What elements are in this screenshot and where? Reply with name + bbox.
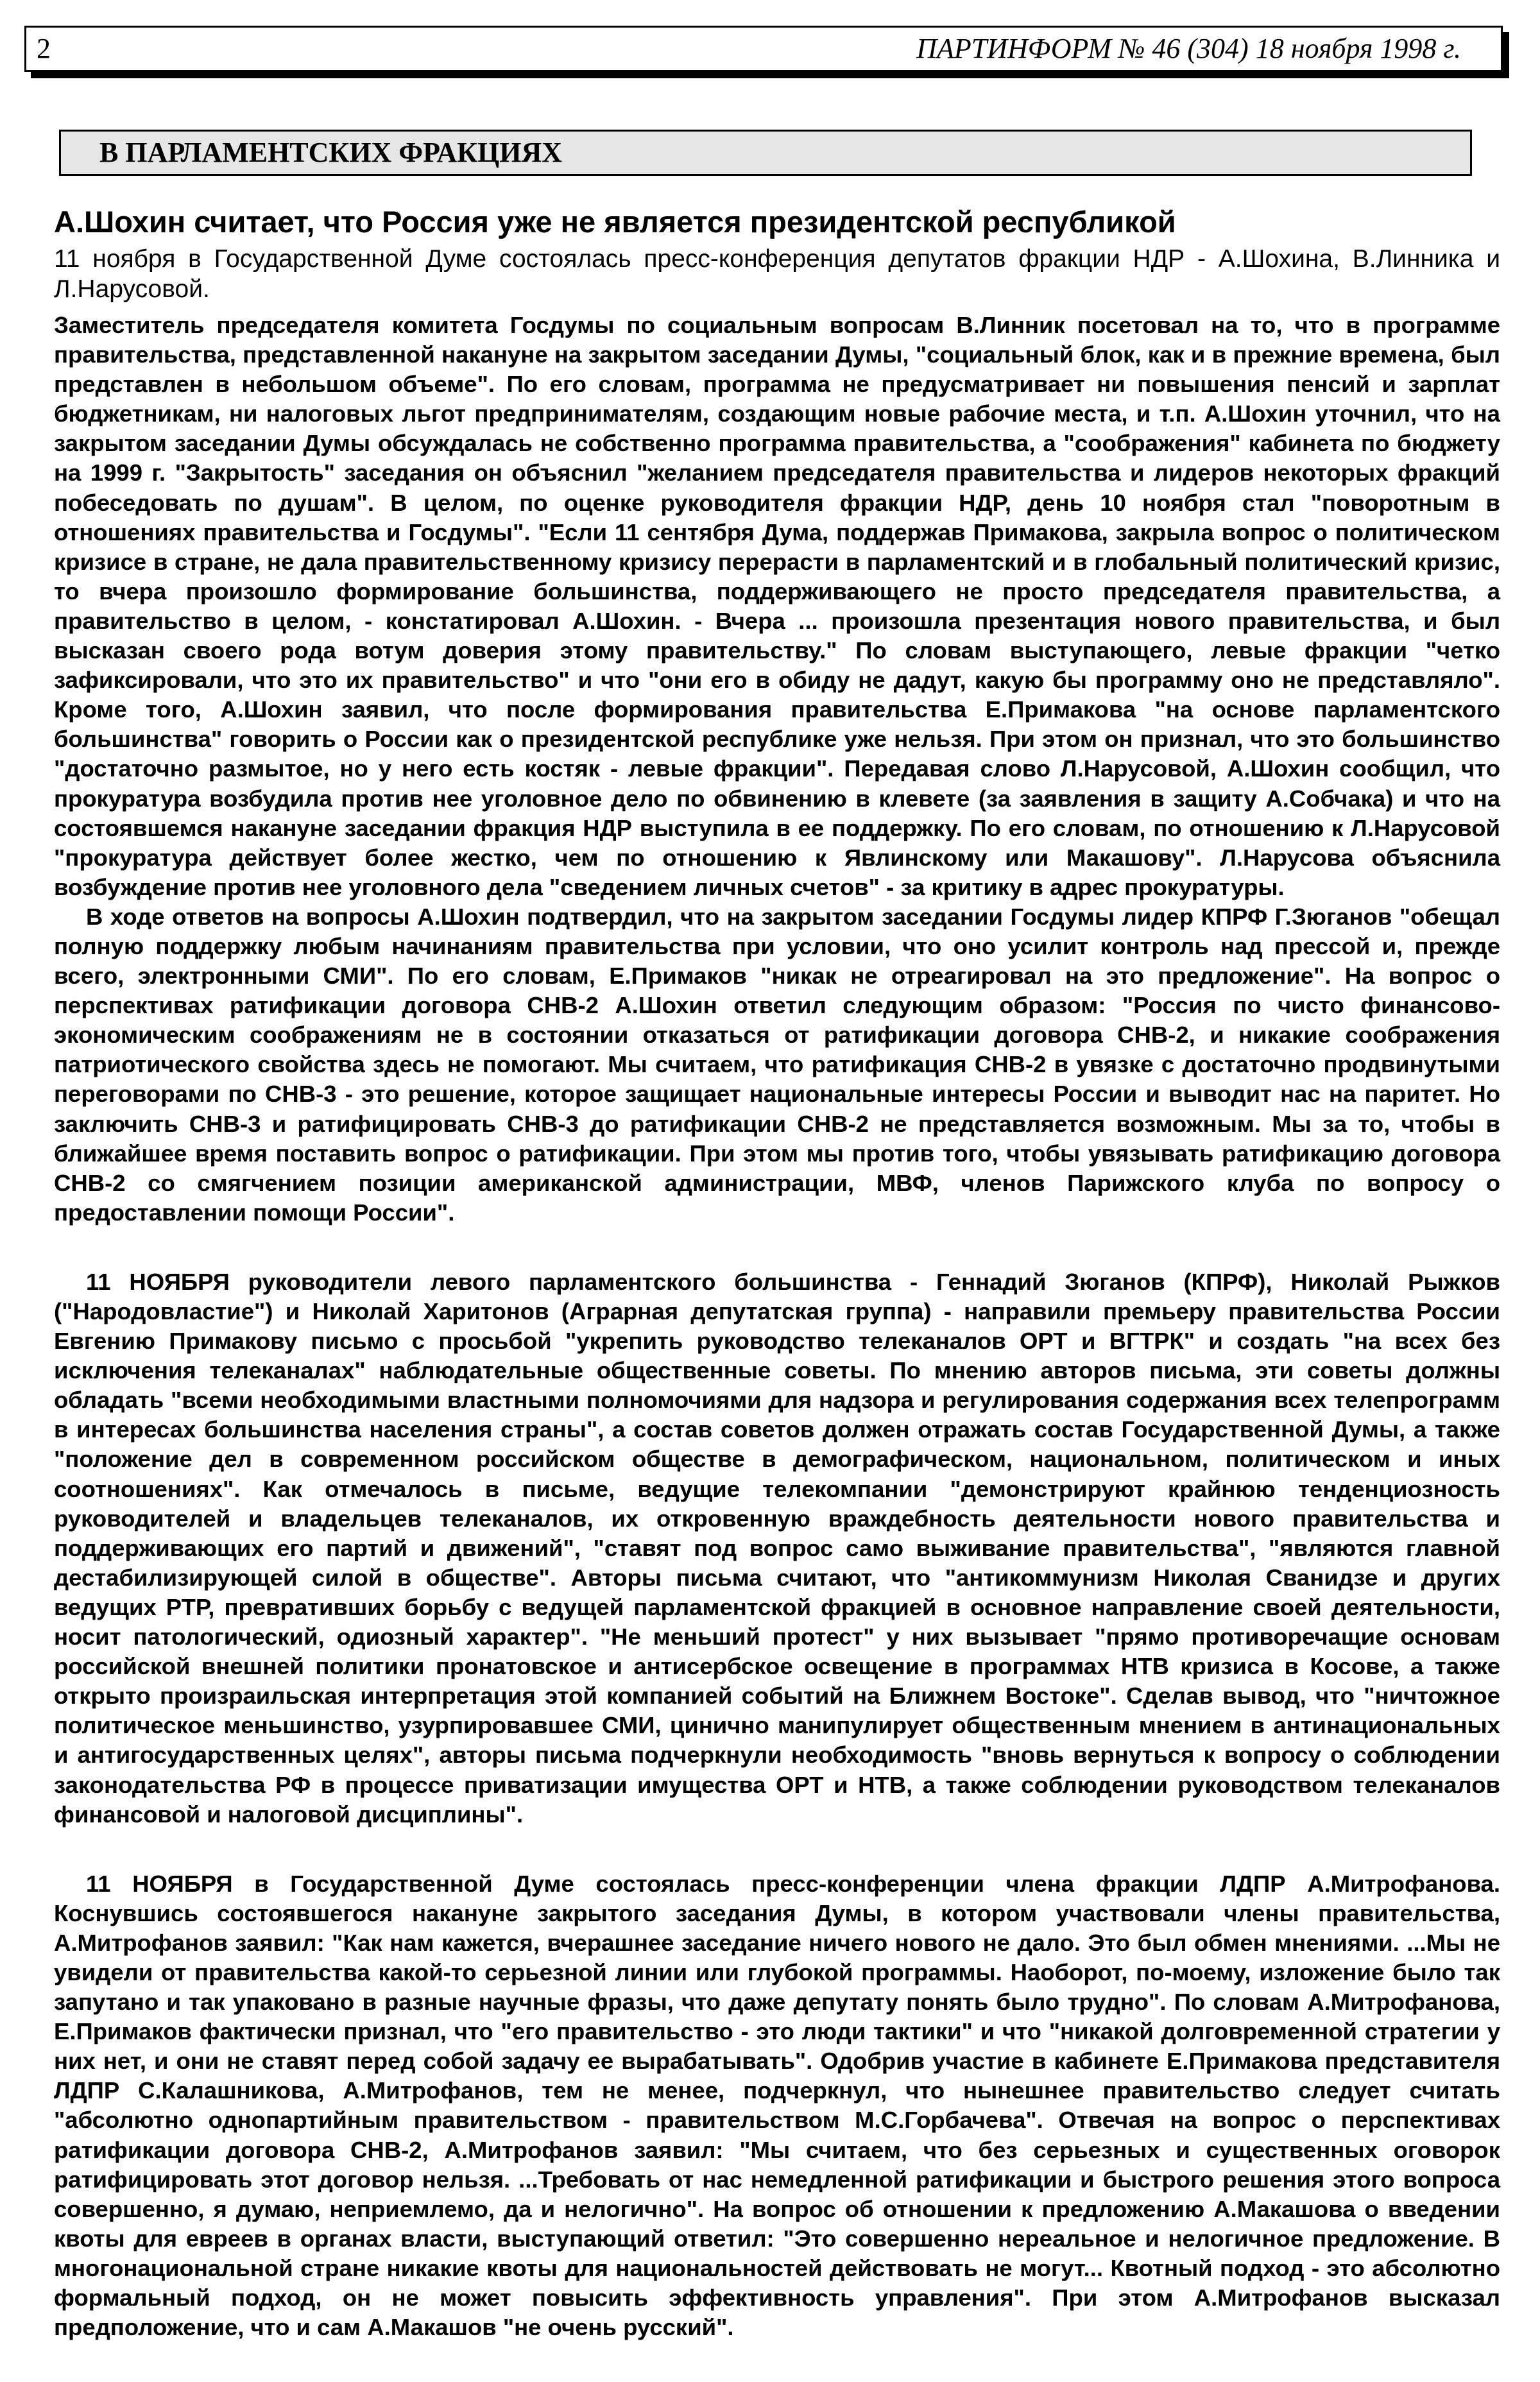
article-shokhin: [54, 203, 1500, 1228]
article-paragraph: Заместитель председателя комитета Госдумы по социальным вопросам В.Линник посетовал на то, что в программе правительства, представленной накануне на закрытом заседании Думы, "социальный блок, как и в прежние времена, был представлен в небольшом объеме". По его словам, программа не предусматривает ни повышения пенсий и зарплат бюджетникам, ни налоговых льгот предпринимателям, создающим новые рабочие места, и т.п. А.Шохин уточнил, что на закрытом заседании Думы обсуждалась не собственно программа правительства, а "соображения" кабинета по бюджету на 1999 г. "Закрытость" заседания он объяснил "желанием председателя правительства и лидеров некоторых фракций побеседовать по душам". В целом, по оценке руководителя фракции НДР, день 10 ноября стал "поворотным в отношениях правительства и Госдумы". "Если 11 сентября Дума, поддержав Примакова, закрыла вопрос о политическом кризисе в стране, не дала правительственному кризису перерасти в парламентский и в глобальный политический кризис, то вчера произошло формирование большинства, поддерживающего не просто председателя правительства, а правительство в целом, - констатировал А.Шохин. - Вчера ... произошла презентация нового правительства, и был высказан своего рода вотум доверия этому правительству." По словам выступающего, левые фракции "четко зафиксировали, что это их правительство" и что "они его в обиду не дадут, какую бы программу оно не представляло". Кроме того, А.Шохин заявил, что после формирования правительства Е.Примакова "на основе парламентского большинства" говорить о России как о президентской республике уже нельзя. При этом он признал, что это большинство "достаточно размытое, но у него есть костяк - левые фракции". Передавая слово Л.Нарусовой, А.Шохин сообщил, что прокуратура возбудила против нее уголовное дело по обвинению в клевете (за заявления в защиту А.Собчака) и что на состоявшемся накануне заседании фракция НДР выступила в ее поддержку. По его словам, по отношению к Л.Нарусовой "прокуратура действует более жестко, чем по отношению к Явлинскому или Макашову". Л.Нарусова объяснила возбуждение против нее уголовного дела "сведением личных счетов" - за критику в адрес прокуратуры.: [54, 312, 1500, 900]
article-paragraph: 11 НОЯБРЯ в Государственной Думе состоялась пресс-конференции члена фракции ЛДПР А.Митрофанова. Коснувшись состоявшегося накануне закрытого заседания Думы, в котором участвовали члены правительства, А.Митрофанов заявил: "Как нам кажется, вчерашнее заседание ничего нового не дало. Это был обмен мнениями. ...Мы не увидели от правительства какой-то серьезной линии или глубокой программы. Наоборот, по-моему, изложение было так запутано и так упаковано в разные научные фразы, что даже депутату понять было трудно". По словам А.Митрофанова, Е.Примаков фактически признал, что "его правительство - это люди тактики" и что "никакой долговременной стратегии у них нет, и они не ставят перед собой задачу ее вырабатывать". Одобрив участие в кабинете Е.Примакова представителя ЛДПР С.Калашникова, А.Митрофанов, тем не менее, подчеркнул, что нынешнее правительство следует считать "абсолютно однопартийным правительством - правительством М.С.Горбачева". Отвечая на вопрос о перспективах ратификации договора СНВ-2, А.Митрофанов заявил: "Мы считаем, что без серьезных и существенных оговорок ратифицировать этот договор нельзя. ...Требовать от нас немедленной ратификации и быстрого решения этого вопроса совершенно, я думаю, неприемлемо, да и нелогично". На вопрос об отношении к предложению А.Макашова о введении квоты для евреев в органах власти, выступающий ответил: "Это совершенно нереальное и нелогичное предложение. В многонациональной стране никакие квоты для национальностей действовать не могут... Квотный подход - это абсолютно формальный подход, он не может повысить эффективность управления". При этом А.Митрофанов высказал предположение, что и сам А.Макашов "не очень русский".: [54, 1870, 1500, 2341]
article-lead: 11 ноября в Государственной Думе состоялась пресс-конференция депутатов фракции НДР - А.Шохина, В.Линника и Л.Нарусовой.: [54, 245, 1500, 303]
paragraph-gap: [54, 1829, 1500, 1869]
article-letter-to-primakov: [54, 1267, 1500, 1829]
article-column: [54, 203, 1500, 2342]
page-header: [24, 26, 1503, 72]
article-mitrofanov: [54, 1869, 1500, 2343]
article-paragraph: 11 НОЯБРЯ руководители левого парламентского большинства - Геннадий Зюганов (КПРФ), Николай Рыжков ("Народовластие") и Николай Харитонов (Аграрная депутатская группа) - направили премьеру правительства России Евгению Примакову письмо с просьбой "укрепить руководство телеканалов ОРТ и ВГТРК" и создать "на всех без исключения телеканалах" наблюдательные общественные советы. По мнению авторов письма, эти советы должны обладать "всеми необходимыми властными полномочиями для надзора и регулирования содержания всех телепрограмм в интересах большинства населения страны", а состав советов должен отражать состав Государственной Думы, а также "положение дел в современном российском обществе в демографическом, национальном, политическом и иных соотношениях". Как отмечалось в письме, ведущие телекомпании "демонстрируют крайнюю тенденциозность руководителей и владельцев телеканалов, их откровенную враждебность деятельности нового правительства и поддерживающих его партий и движений", "ставят под вопрос само выживание правительства", "являются главной дестабилизирующей силой в обществе". Авторы письма считают, что "антикоммунизм Николая Сванидзе и других ведущих РТР, превративших борьбу с ведущей парламентской фракцией в основное направление своей деятельности, носит патологический, одиозный характер". "Не меньший протест" у них вызывает "прямо противоречащие основам российской внешней политики пронатовское и антисербское освещение в программах НТВ кризиса в Косове, а также открыто произраильская интерпретация этой компанией событий на Ближнем Востоке". Сделав вывод, что "ничтожное политическое меньшинство, узурпировавшее СМИ, цинично манипулирует общественным мнением в антинациональных и антигосударственных целях", авторы письма подчеркнули необходимость "вновь вернуться к вопросу о соблюдении законодательства РФ в процессе приватизации имущества ОРТ и НТВ, а также соблюдении руководством телеканалов финансовой и налоговой дисциплины".: [54, 1268, 1500, 1828]
article-headline: А.Шохин считает, что Россия уже не является президентской республикой: [54, 205, 1176, 239]
page-number: 2: [37, 33, 51, 64]
paragraph-gap: [54, 1228, 1500, 1267]
section-title: В ПАРЛАМЕНТСКИХ ФРАКЦИЯХ: [99, 137, 563, 168]
article-paragraph: В ходе ответов на вопросы А.Шохин подтвердил, что на закрытом заседании Госдумы лидер КПРФ Г.Зюганов "обещал полную поддержку любым начинаниям правительства при условии, что оно усилит контроль над прессой и, прежде всего, электронными СМИ". По его словам, Е.Примаков "никак не отреагировал на это предложение". На вопрос о перспективах ратификации договора СНВ-2 А.Шохин ответил следующим образом: "Россия по чисто финансово-экономическим соображениям не в состоянии отказаться от ратификации договора СНВ-2, и никакие соображения патриотического свойства здесь не помогают. Мы считаем, что ратификация СНВ-2 в увязке с достаточно продвинутыми переговорами по СНВ-3 - это решение, которое защищает национальные интересы России и выводит нас на паритет. Но заключить СНВ-3 и ратифицировать СНВ-3 до ратификации СНВ-2 не представляется возможным. Мы за то, чтобы в ближайшее время поставить вопрос о ратификации. При этом мы против того, чтобы увязывать ратификацию договора СНВ-2 со смягчением позиции американской администрации, МВФ, членов Парижского клуба по вопросу о предоставлении помощи России".: [54, 903, 1500, 1226]
section-heading-box: [59, 130, 1472, 176]
issue-info: ПАРТИНФОРМ № 46 (304) 18 ноября 1998 г.: [916, 33, 1461, 64]
